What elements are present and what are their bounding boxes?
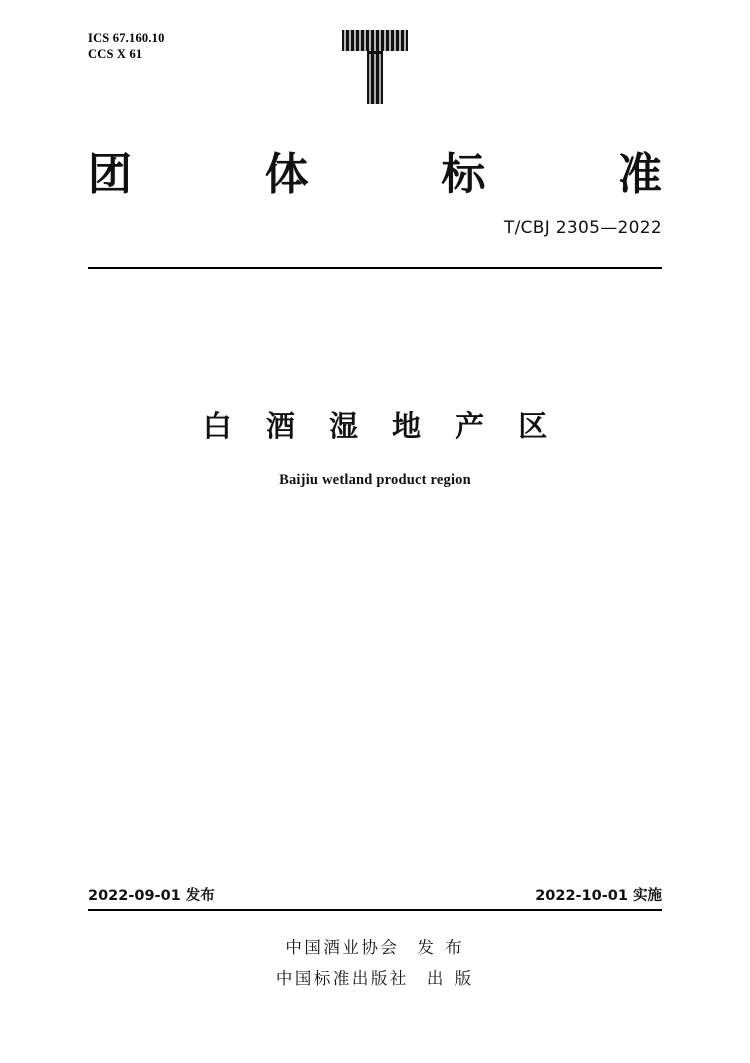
title-char-1: 团 bbox=[88, 149, 132, 200]
header-divider bbox=[88, 267, 662, 269]
implementation-date: 2022-10-01 实施 bbox=[535, 888, 662, 904]
publisher-org-1: 中国酒业协会 bbox=[285, 938, 400, 957]
publisher-line-1 bbox=[88, 932, 662, 963]
publisher-action-1: 发 布 bbox=[417, 938, 465, 957]
classification-codes bbox=[88, 30, 165, 62]
page-title bbox=[88, 138, 662, 202]
ccs-code: CCS X 61 bbox=[88, 47, 143, 61]
publisher-line-2 bbox=[88, 963, 662, 994]
ics-code: ICS 67.160.10 bbox=[88, 31, 165, 45]
issue-date: 2022-09-01 发布 bbox=[88, 888, 215, 904]
title-char-4: 准 bbox=[617, 149, 662, 200]
document-title-chinese: 白 酒 湿 地 产 区 bbox=[202, 409, 560, 443]
publisher-block bbox=[88, 932, 662, 994]
publisher-org-2: 中国标准出版社 bbox=[275, 969, 409, 988]
document-title-english: Baijiu wetland product region bbox=[279, 472, 471, 488]
standard-number: T/CBJ 2305—2022 bbox=[503, 218, 662, 238]
title-char-3: 标 bbox=[441, 149, 486, 200]
footer-divider bbox=[88, 909, 662, 911]
t-emblem-icon bbox=[340, 28, 410, 106]
publisher-action-2: 出 版 bbox=[426, 969, 475, 988]
title-char-2: 体 bbox=[264, 149, 309, 200]
dates-row bbox=[88, 884, 662, 905]
